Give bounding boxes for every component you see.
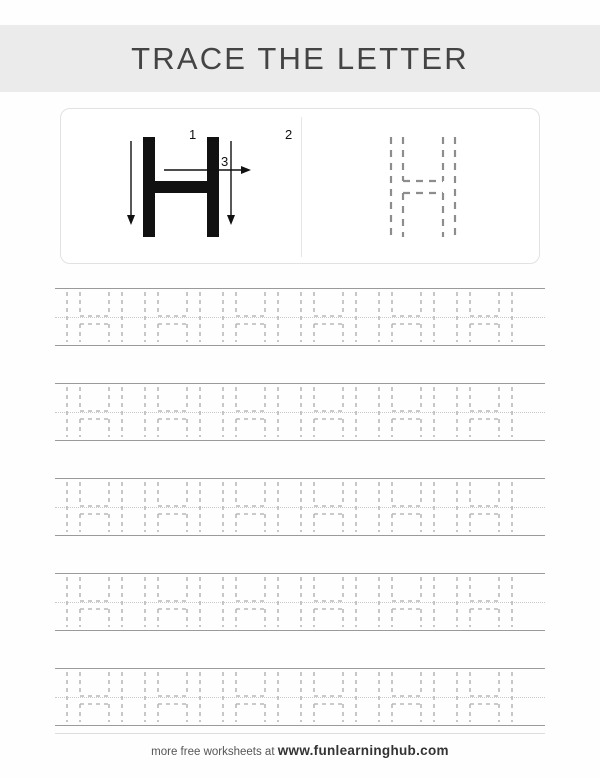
trace-letter[interactable] bbox=[301, 387, 356, 437]
trace-letter[interactable] bbox=[145, 577, 200, 627]
trace-letter[interactable] bbox=[457, 577, 512, 627]
trace-letter[interactable] bbox=[67, 577, 122, 627]
trace-letter[interactable] bbox=[67, 482, 122, 532]
practice-row[interactable] bbox=[55, 668, 545, 726]
trace-letter[interactable] bbox=[145, 482, 200, 532]
footer-prefix: more free worksheets at bbox=[151, 746, 275, 758]
trace-letter[interactable] bbox=[223, 482, 278, 532]
stroke-number-3: 3 bbox=[221, 154, 229, 169]
trace-letter[interactable] bbox=[457, 482, 512, 532]
row-trace-letters[interactable] bbox=[55, 573, 545, 631]
trace-letter[interactable] bbox=[379, 672, 434, 722]
row-trace-letters[interactable] bbox=[55, 668, 545, 726]
trace-letter[interactable] bbox=[223, 387, 278, 437]
trace-letter[interactable] bbox=[457, 672, 512, 722]
trace-letter[interactable] bbox=[301, 577, 356, 627]
trace-letter[interactable] bbox=[379, 577, 434, 627]
footer bbox=[0, 743, 600, 758]
stroke-number-1: 1 bbox=[189, 127, 197, 142]
trace-letter[interactable] bbox=[67, 387, 122, 437]
trace-letter[interactable] bbox=[223, 672, 278, 722]
trace-letter[interactable] bbox=[67, 292, 122, 342]
stroke-order-illustration bbox=[61, 109, 301, 265]
trace-letter[interactable] bbox=[301, 672, 356, 722]
trace-letter[interactable] bbox=[379, 292, 434, 342]
row-trace-letters[interactable] bbox=[55, 383, 545, 441]
trace-letter[interactable] bbox=[223, 577, 278, 627]
trace-letter[interactable] bbox=[457, 387, 512, 437]
trace-letter[interactable] bbox=[379, 387, 434, 437]
row-trace-letters[interactable] bbox=[55, 478, 545, 536]
dashed-letter-illustration bbox=[301, 109, 541, 265]
footer-site[interactable]: www.funlearninghub.com bbox=[277, 743, 449, 758]
trace-letter[interactable] bbox=[145, 387, 200, 437]
page-title: TRACE THE LETTER bbox=[131, 40, 469, 76]
trace-letter[interactable] bbox=[223, 292, 278, 342]
trace-letter[interactable] bbox=[145, 672, 200, 722]
practice-row[interactable] bbox=[55, 573, 545, 631]
trace-letter[interactable] bbox=[301, 292, 356, 342]
dashed-letter-panel bbox=[301, 109, 541, 265]
trace-letter[interactable] bbox=[145, 292, 200, 342]
practice-row[interactable] bbox=[55, 288, 545, 346]
letter-demo-card bbox=[60, 108, 540, 264]
stroke-order-panel bbox=[61, 109, 301, 265]
footer-divider bbox=[55, 733, 545, 734]
practice-row[interactable] bbox=[55, 478, 545, 536]
trace-letter[interactable] bbox=[457, 292, 512, 342]
stroke-number-2: 2 bbox=[285, 127, 293, 142]
practice-row[interactable] bbox=[55, 383, 545, 441]
header-band bbox=[0, 25, 600, 92]
trace-letter[interactable] bbox=[67, 672, 122, 722]
trace-letter[interactable] bbox=[379, 482, 434, 532]
trace-letter[interactable] bbox=[301, 482, 356, 532]
row-trace-letters[interactable] bbox=[55, 288, 545, 346]
